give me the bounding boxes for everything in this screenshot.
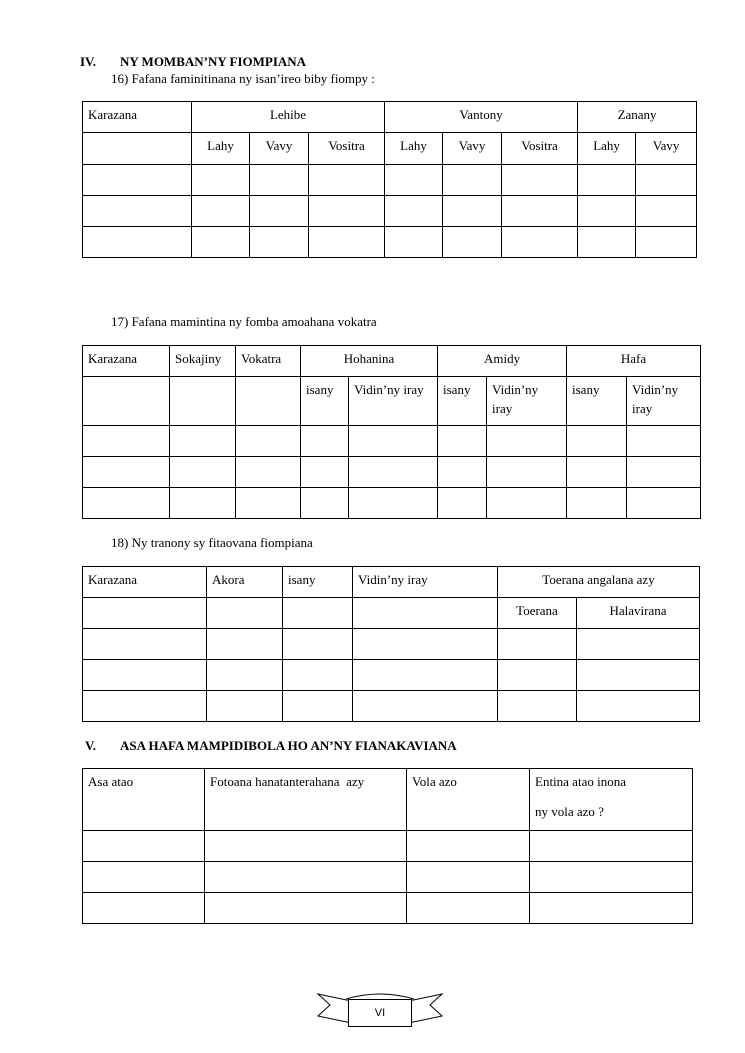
header-akora: Akora [207, 567, 283, 598]
subheader-vidin-ny-iray [627, 377, 701, 426]
subheader-vositra: Vositra [502, 133, 578, 165]
cell[interactable] [283, 691, 353, 722]
cell[interactable] [577, 629, 700, 660]
cell[interactable] [205, 862, 407, 893]
subheader-iray: iray [492, 401, 513, 416]
cell[interactable] [170, 426, 236, 457]
table-row [83, 488, 701, 519]
cell[interactable] [236, 488, 301, 519]
cell[interactable] [236, 377, 301, 426]
table-row [83, 893, 693, 924]
cell[interactable] [207, 598, 283, 629]
cell[interactable] [170, 488, 236, 519]
cell[interactable] [250, 227, 309, 258]
subheader-vavy: Vavy [636, 133, 697, 165]
cell[interactable] [353, 691, 498, 722]
header-toerana-angalana: Toerana angalana azy [498, 567, 700, 598]
cell[interactable] [636, 165, 697, 196]
cell[interactable] [530, 831, 693, 862]
cell[interactable] [83, 893, 205, 924]
cell[interactable] [207, 629, 283, 660]
cell[interactable] [498, 629, 577, 660]
cell[interactable] [438, 457, 487, 488]
subheader-isany: isany [301, 377, 349, 426]
cell[interactable] [407, 893, 530, 924]
production-usage-table [82, 345, 701, 519]
cell[interactable] [502, 165, 578, 196]
header-vola-azo: Vola azo [407, 769, 530, 831]
cell[interactable] [301, 426, 349, 457]
cell[interactable] [530, 862, 693, 893]
cell[interactable] [385, 196, 443, 227]
header-vantony: Vantony [385, 102, 578, 133]
cell[interactable] [236, 457, 301, 488]
header-zanany: Zanany [578, 102, 697, 133]
cell[interactable] [192, 165, 250, 196]
section-5-heading [85, 738, 457, 754]
cell[interactable] [83, 488, 170, 519]
cell[interactable] [498, 691, 577, 722]
section-5-number: V. [85, 738, 96, 753]
header-vidin-ny-iray: Vidin’ny iray [353, 567, 498, 598]
cell[interactable] [250, 165, 309, 196]
header-amidy: Amidy [438, 346, 567, 377]
table-row [83, 831, 693, 862]
subheader-halavirana: Halavirana [577, 598, 700, 629]
cell[interactable] [577, 660, 700, 691]
other-income-table [82, 768, 693, 924]
cell[interactable] [301, 457, 349, 488]
cell[interactable] [443, 227, 502, 258]
cell[interactable] [170, 377, 236, 426]
subheader-vavy: Vavy [443, 133, 502, 165]
cell[interactable] [487, 488, 567, 519]
cell[interactable] [567, 426, 627, 457]
cell[interactable] [502, 227, 578, 258]
cell[interactable] [353, 598, 498, 629]
cell[interactable] [407, 831, 530, 862]
cell[interactable] [83, 598, 207, 629]
cell[interactable] [578, 227, 636, 258]
header-karazana: Karazana [83, 346, 170, 377]
header-karazana: Karazana [83, 102, 192, 133]
cell[interactable] [577, 691, 700, 722]
cell[interactable] [627, 457, 701, 488]
livestock-count-table [82, 101, 697, 258]
cell[interactable] [83, 691, 207, 722]
cell[interactable] [438, 426, 487, 457]
cell[interactable] [83, 660, 207, 691]
section-4-number: IV. [80, 54, 97, 69]
cell[interactable] [83, 629, 207, 660]
cell[interactable] [192, 196, 250, 227]
header-entina-line-2: ny vola azo ? [535, 804, 604, 819]
cell[interactable] [83, 377, 170, 426]
cell[interactable] [567, 457, 627, 488]
subheader-lahy: Lahy [578, 133, 636, 165]
subheader-vositra: Vositra [309, 133, 385, 165]
cell[interactable] [636, 196, 697, 227]
cell[interactable] [192, 227, 250, 258]
cell[interactable] [487, 426, 567, 457]
cell[interactable] [83, 426, 170, 457]
cell[interactable] [349, 457, 438, 488]
subheader-lahy: Lahy [192, 133, 250, 165]
cell[interactable] [309, 196, 385, 227]
cell[interactable] [502, 196, 578, 227]
subheader-vavy: Vavy [250, 133, 309, 165]
header-fotoana: Fotoana hanatanterahana azy [205, 769, 407, 831]
subheader-iray: iray [632, 401, 653, 416]
cell[interactable] [250, 196, 309, 227]
cell[interactable] [636, 227, 697, 258]
table-row [83, 426, 701, 457]
header-sokajiny: Sokajiny [170, 346, 236, 377]
cell[interactable] [83, 133, 192, 165]
cell[interactable] [438, 488, 487, 519]
question-16: 16) Fafana faminitinana ny isan’ireo biby fiompy : [111, 71, 375, 86]
subheader-vidin-ny-iray [487, 377, 567, 426]
cell[interactable] [385, 227, 443, 258]
section-4-title: NY MOMBAN’NY FIOMPIANA [120, 54, 307, 69]
table-row [83, 227, 697, 258]
cell[interactable] [205, 893, 407, 924]
cell[interactable] [530, 893, 693, 924]
cell[interactable] [207, 660, 283, 691]
question-17: 17) Fafana mamintina ny fomba amoahana vokatra [111, 314, 377, 329]
section-4-heading [80, 54, 306, 70]
cell[interactable] [170, 457, 236, 488]
table-row [83, 660, 700, 691]
cell[interactable] [309, 165, 385, 196]
header-vokatra: Vokatra [236, 346, 301, 377]
cell[interactable] [283, 598, 353, 629]
table-row [83, 165, 697, 196]
table-row [83, 457, 701, 488]
header-entina-line-1: Entina atao inona [535, 774, 626, 789]
cell[interactable] [207, 691, 283, 722]
cell[interactable] [205, 831, 407, 862]
header-hafa: Hafa [567, 346, 701, 377]
cell[interactable] [578, 165, 636, 196]
cell[interactable] [353, 629, 498, 660]
cell[interactable] [83, 457, 170, 488]
header-lehibe: Lehibe [192, 102, 385, 133]
cell[interactable] [349, 426, 438, 457]
header-hohanina: Hohanina [301, 346, 438, 377]
cell[interactable] [567, 488, 627, 519]
cell[interactable] [578, 196, 636, 227]
cell[interactable] [83, 831, 205, 862]
cell[interactable] [83, 227, 192, 258]
subheader-isany: isany [438, 377, 487, 426]
cell[interactable] [353, 660, 498, 691]
cell[interactable] [309, 227, 385, 258]
subheader-toerana: Toerana [498, 598, 577, 629]
cell[interactable] [283, 660, 353, 691]
cell[interactable] [83, 196, 192, 227]
cell[interactable] [498, 660, 577, 691]
table-row [83, 196, 697, 227]
subheader-isany: isany [567, 377, 627, 426]
cell[interactable] [627, 488, 701, 519]
table-row [83, 629, 700, 660]
table-row [83, 862, 693, 893]
cell[interactable] [236, 426, 301, 457]
header-entina [530, 769, 693, 831]
subheader-lahy: Lahy [385, 133, 443, 165]
subheader-vidin-ny-iray: Vidin’ny iray [349, 377, 438, 426]
cell[interactable] [349, 488, 438, 519]
cell[interactable] [443, 165, 502, 196]
page-number: VI [348, 999, 412, 1027]
header-asa-atao: Asa atao [83, 769, 205, 831]
subheader-vidin-ny: Vidin’ny [632, 382, 679, 397]
cell[interactable] [83, 165, 192, 196]
section-5-title: ASA HAFA MAMPIDIBOLA HO AN’NY FIANAKAVIANA [120, 738, 457, 753]
cell[interactable] [407, 862, 530, 893]
cell[interactable] [385, 165, 443, 196]
cell[interactable] [443, 196, 502, 227]
header-karazana: Karazana [83, 567, 207, 598]
cell[interactable] [83, 862, 205, 893]
header-isany: isany [283, 567, 353, 598]
cell[interactable] [301, 488, 349, 519]
cell[interactable] [627, 426, 701, 457]
question-18: 18) Ny tranony sy fitaovana fiompiana [111, 535, 313, 550]
cell[interactable] [487, 457, 567, 488]
housing-equipment-table [82, 566, 700, 722]
cell[interactable] [283, 629, 353, 660]
subheader-vidin-ny: Vidin’ny [492, 382, 539, 397]
table-row [83, 691, 700, 722]
